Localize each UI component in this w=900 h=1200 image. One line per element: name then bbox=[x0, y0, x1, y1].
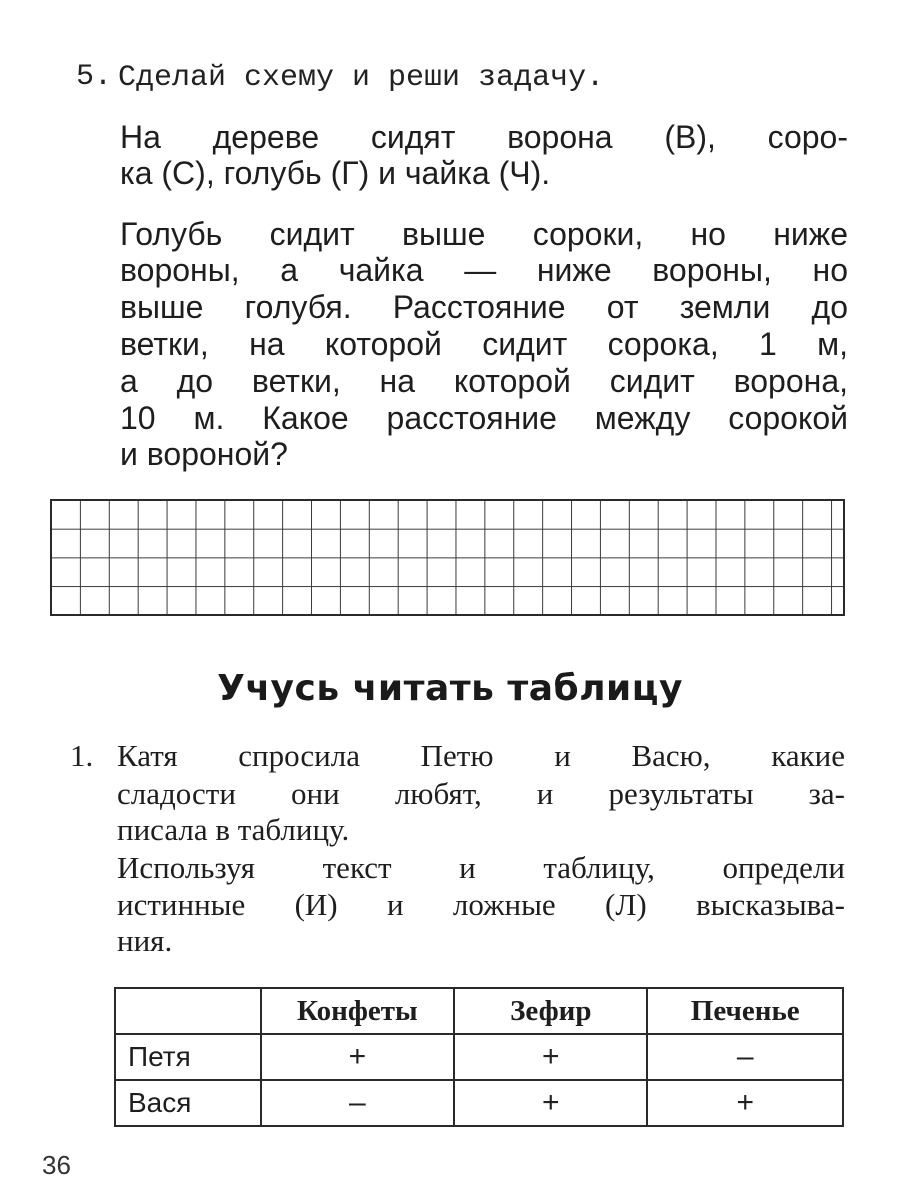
table-header-cell bbox=[115, 988, 261, 1034]
task-5-text-line: выше голубя. Расстояние от земли до bbox=[120, 289, 848, 325]
task-5-text-line: На дереве сидят ворона (В), соро- bbox=[120, 119, 848, 155]
table-cell: + bbox=[454, 1034, 647, 1080]
task-5-text-line: 10 м. Какое расстояние между сорокой bbox=[120, 400, 848, 436]
row-name-cell: Вася bbox=[115, 1080, 261, 1126]
task-5-instruction: Сделай схему и реши задачу. bbox=[118, 61, 605, 95]
task-5-text-line: ветки, на которой сидит сорока, 1 м, bbox=[120, 326, 848, 362]
page-number: 36 bbox=[42, 1150, 71, 1180]
task-5-text-line: а до ветки, на которой сидит ворона, bbox=[120, 363, 848, 399]
task-5-text-line: ка (С), голубь (Г) и чайка (Ч). bbox=[120, 155, 551, 191]
table-cell: + bbox=[261, 1034, 455, 1080]
task-1-text-line: ния. bbox=[117, 923, 173, 958]
answer-grid[interactable] bbox=[50, 499, 845, 616]
table-row bbox=[115, 1034, 843, 1080]
table-cell: – bbox=[647, 1034, 843, 1080]
task-1-number: 1. bbox=[70, 738, 94, 773]
table-row bbox=[115, 1080, 843, 1126]
table-cell: – bbox=[261, 1080, 455, 1126]
table-cell: + bbox=[454, 1080, 647, 1126]
task-1-text-line: писала в таблицу. bbox=[117, 812, 350, 847]
task-1-text-line: истинные (И) и ложные (Л) высказыва- bbox=[117, 887, 845, 922]
table-header-cell: Конфеты bbox=[261, 988, 455, 1034]
task-5-text-line: вороны, а чайка — ниже вороны, но bbox=[120, 252, 848, 288]
table-header-cell: Печенье bbox=[647, 988, 843, 1034]
table-header-row bbox=[115, 988, 843, 1034]
task-1-text-line: Катя спросила Петю и Васю, какие bbox=[117, 738, 845, 773]
section-heading: Учусь читать таблицу bbox=[217, 668, 683, 709]
sweets-table bbox=[114, 987, 844, 1127]
table-header-cell: Зефир bbox=[454, 988, 647, 1034]
task-1-text-line: сладости они любят, и результаты за- bbox=[117, 776, 845, 811]
task-1-text-line: Используя текст и таблицу, определи bbox=[117, 850, 845, 885]
table-cell: + bbox=[647, 1080, 843, 1126]
row-name-cell: Петя bbox=[115, 1034, 261, 1080]
task-5-text-line: Голубь сидит выше сороки, но ниже bbox=[120, 216, 848, 252]
task-5-text-line: и вороной? bbox=[120, 436, 288, 472]
task-5-number: 5. bbox=[76, 60, 113, 94]
